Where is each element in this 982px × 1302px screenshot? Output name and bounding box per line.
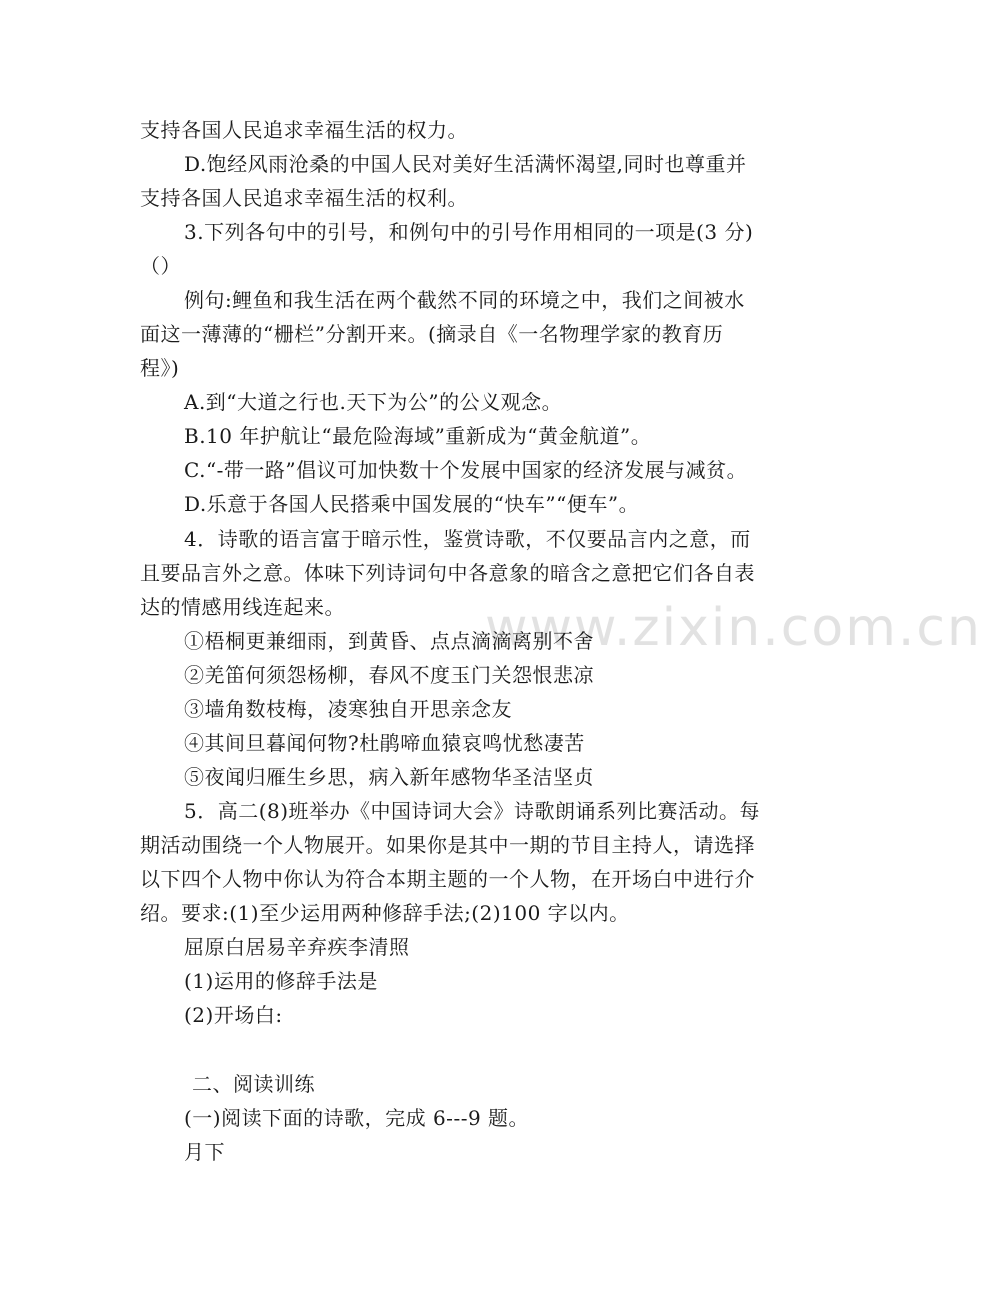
text-line: 且要品言外之意。体味下列诗词句中各意象的暗含之意把它们各自表 [140,561,755,585]
question-3-stem: 3.下列各句中的引号，和例句中的引号作用相同的一项是(3 分) [184,220,754,244]
text-line: 绍。要求:(1)至少运用两种修辞手法;(2)100 字以内。 [140,901,630,925]
opening-prompt: (2)开场白: [184,1003,283,1027]
example-sentence: 例句:鲤鱼和我生活在两个截然不同的环境之中，我们之间被水 [184,288,745,312]
text-line: 支持各国人民追求幸福生活的权力。 [140,118,468,142]
text-line: 支持各国人民追求幸福生活的权利。 [140,186,468,210]
option-c: C.“-带一路”倡议可加快数十个发展中国家的经济发展与减贫。 [184,458,748,482]
poem-item-5: ⑤夜闻归雁生乡思，病入新年感物华圣洁坚贞 [184,765,594,789]
poem-item-1: ①梧桐更兼细雨，到黄昏、点点滴滴离别不舍 [184,629,594,653]
watermark: www.zixin.com.cn [485,598,982,658]
person-list: 屈原白居易辛弃疾李清照 [184,935,410,959]
section-heading: 二、阅读训练 [192,1072,315,1096]
text-line: 达的情感用线连起来。 [140,595,345,619]
poem-item-2: ②羌笛何须怨杨柳，春风不度玉门关怨恨悲凉 [184,663,594,687]
poem-item-4: ④其间旦暮闻何物?杜鹃啼血猿哀鸣忧愁凄苦 [184,731,585,755]
option-a: A.到“大道之行也.天下为公”的公义观念。 [184,390,563,414]
text-line: 面这一薄薄的“栅栏”分割开来。(摘录自《一名物理学家的教育历 [140,322,724,346]
question-4-stem: 4．诗歌的语言富于暗示性，鉴赏诗歌，不仅要品言内之意，而 [184,527,751,551]
rhetoric-prompt: (1)运用的修辞手法是 [184,969,378,993]
poem-item-3: ③墙角数枝梅，凌寒独自开思亲念友 [184,697,512,721]
answer-bracket: （） [140,254,181,278]
text-line: 程》) [140,356,180,380]
text-line: 期活动围绕一个人物展开。如果你是其中一期的节目主持人，请选择 [140,833,755,857]
question-5-stem: 5．高二(8)班举办《中国诗词大会》诗歌朗诵系列比赛活动。每 [184,799,761,823]
poem-title: 月下 [184,1140,225,1164]
reading-instruction: (一)阅读下面的诗歌，完成 6---9 题。 [184,1106,530,1130]
option-d: D.乐意于各国人民搭乘中国发展的“快车”“便车”。 [184,492,640,516]
text-line: 以下四个人物中你认为符合本期主题的一个人物，在开场白中进行介 [140,867,755,891]
option-b: B.10 年护航让“最危险海域”重新成为“黄金航道”。 [184,424,652,448]
text-line: D.饱经风雨沧桑的中国人民对美好生活满怀渴望,同时也尊重并 [184,152,747,176]
